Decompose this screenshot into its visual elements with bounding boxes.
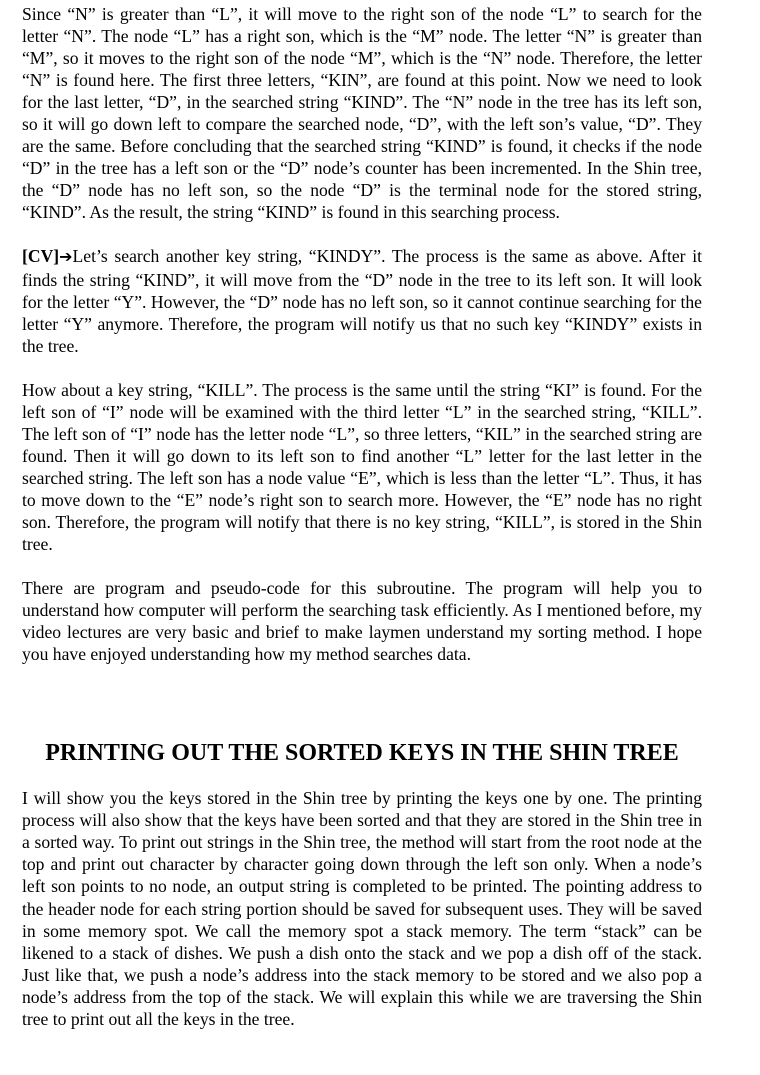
paragraph-spacer	[22, 223, 702, 245]
paragraph-search-kindy-text: Let’s search another key string, “KINDY”. The process is the same as above. After it finds the string “KIND”, it will move from the “D” node in the tree to its left son. It will look for the letter “Y”. However, the “D” node has no left son, so it cannot continue searching for the letter “Y” anymore. Therefore, the program will notify us that no such key “KINDY” exists in the tree.	[22, 246, 702, 356]
section-heading: PRINTING OUT THE SORTED KEYS IN THE SHIN TREE	[45, 740, 679, 767]
right-arrow-icon: ➔	[59, 247, 73, 267]
paragraph-spacer	[22, 357, 702, 379]
paragraph-search-kindy	[22, 245, 702, 356]
paragraph-printing-keys: I will show you the keys stored in the Shin tree by printing the keys one by one. The printing process will also show that the keys have been sorted and that they are stored in the Shin tree in a sorted way. To print out strings in the Shin tree, the method will start from the root node at the top and print out character by character going down through the left son only. When a node’s left son points to no node, an output string is completed to be printed. The pointing address to the header node for each string portion should be saved for subsequent uses. They will be saved in some memory spot. We call the memory spot a stack memory. The term “stack” can be likened to a stack of dishes. We push a dish onto the stack and we pop a dish off of the stack. Just like that, we push a node’s address into the stack memory to be stored and we also pop a node’s address from the top of the stack. We will explain this while we are traversing the Shin tree to print out all the keys in the tree.	[22, 788, 702, 1029]
document-page	[22, 3, 702, 1030]
paragraph-program-note: There are program and pseudo-code for this subroutine. The program will help you to understand how computer will perform the searching task efficiently. As I mentioned before, my video lectures are very basic and brief to make laymen understand my sorting method. I hope you have enjoyed understanding how my method searches data.	[22, 578, 702, 665]
paragraph-spacer	[22, 555, 702, 577]
cv-tag: [CV]	[22, 246, 60, 267]
paragraph-search-kill: How about a key string, “KILL”. The process is the same until the string “KI” is found. For the left son of “I” node will be examined with the third letter “L” in the searched string, “KILL”. The left son of “I” node has the letter node “L”, so three letters, “KIL” in the searched string are found. Then it will go down to its left son to find another “L” letter for the last letter in the searched string. The left son has a node value “E”, which is less than the letter “L”. Thus, it has to move down to the “E” node’s right son to search more. However, the “E” node has no right son. Therefore, the program will notify that there is no key string, “KILL”, is stored in the Shin tree.	[22, 379, 702, 555]
paragraph-search-kind: Since “N” is greater than “L”, it will move to the right son of the node “L” to search for the letter “N”. The node “L” has a right son, which is the “M” node. The letter “N” is greater than “M”, so it moves to the right son of the node “M”, which is the “N” node. Therefore, the letter “N” is found here. The first three letters, “KIN”, are found at this point. Now we need to look for the last letter, “D”, in the searched string “KIND”. The “N” node in the tree has its left son, so it will go down left to compare the searched node, “D”, with the left son’s value, “D”. They are the same. Before concluding that the searched string “KIND” is found, it checks if the node “D” in the tree has a left son or the “D” node’s counter has been incremented. In the Shin tree, the “D” node has no left son, so the node “D” is the terminal node for the stored string, “KIND”. As the result, the string “KIND” is found in this searching process.	[22, 4, 702, 223]
